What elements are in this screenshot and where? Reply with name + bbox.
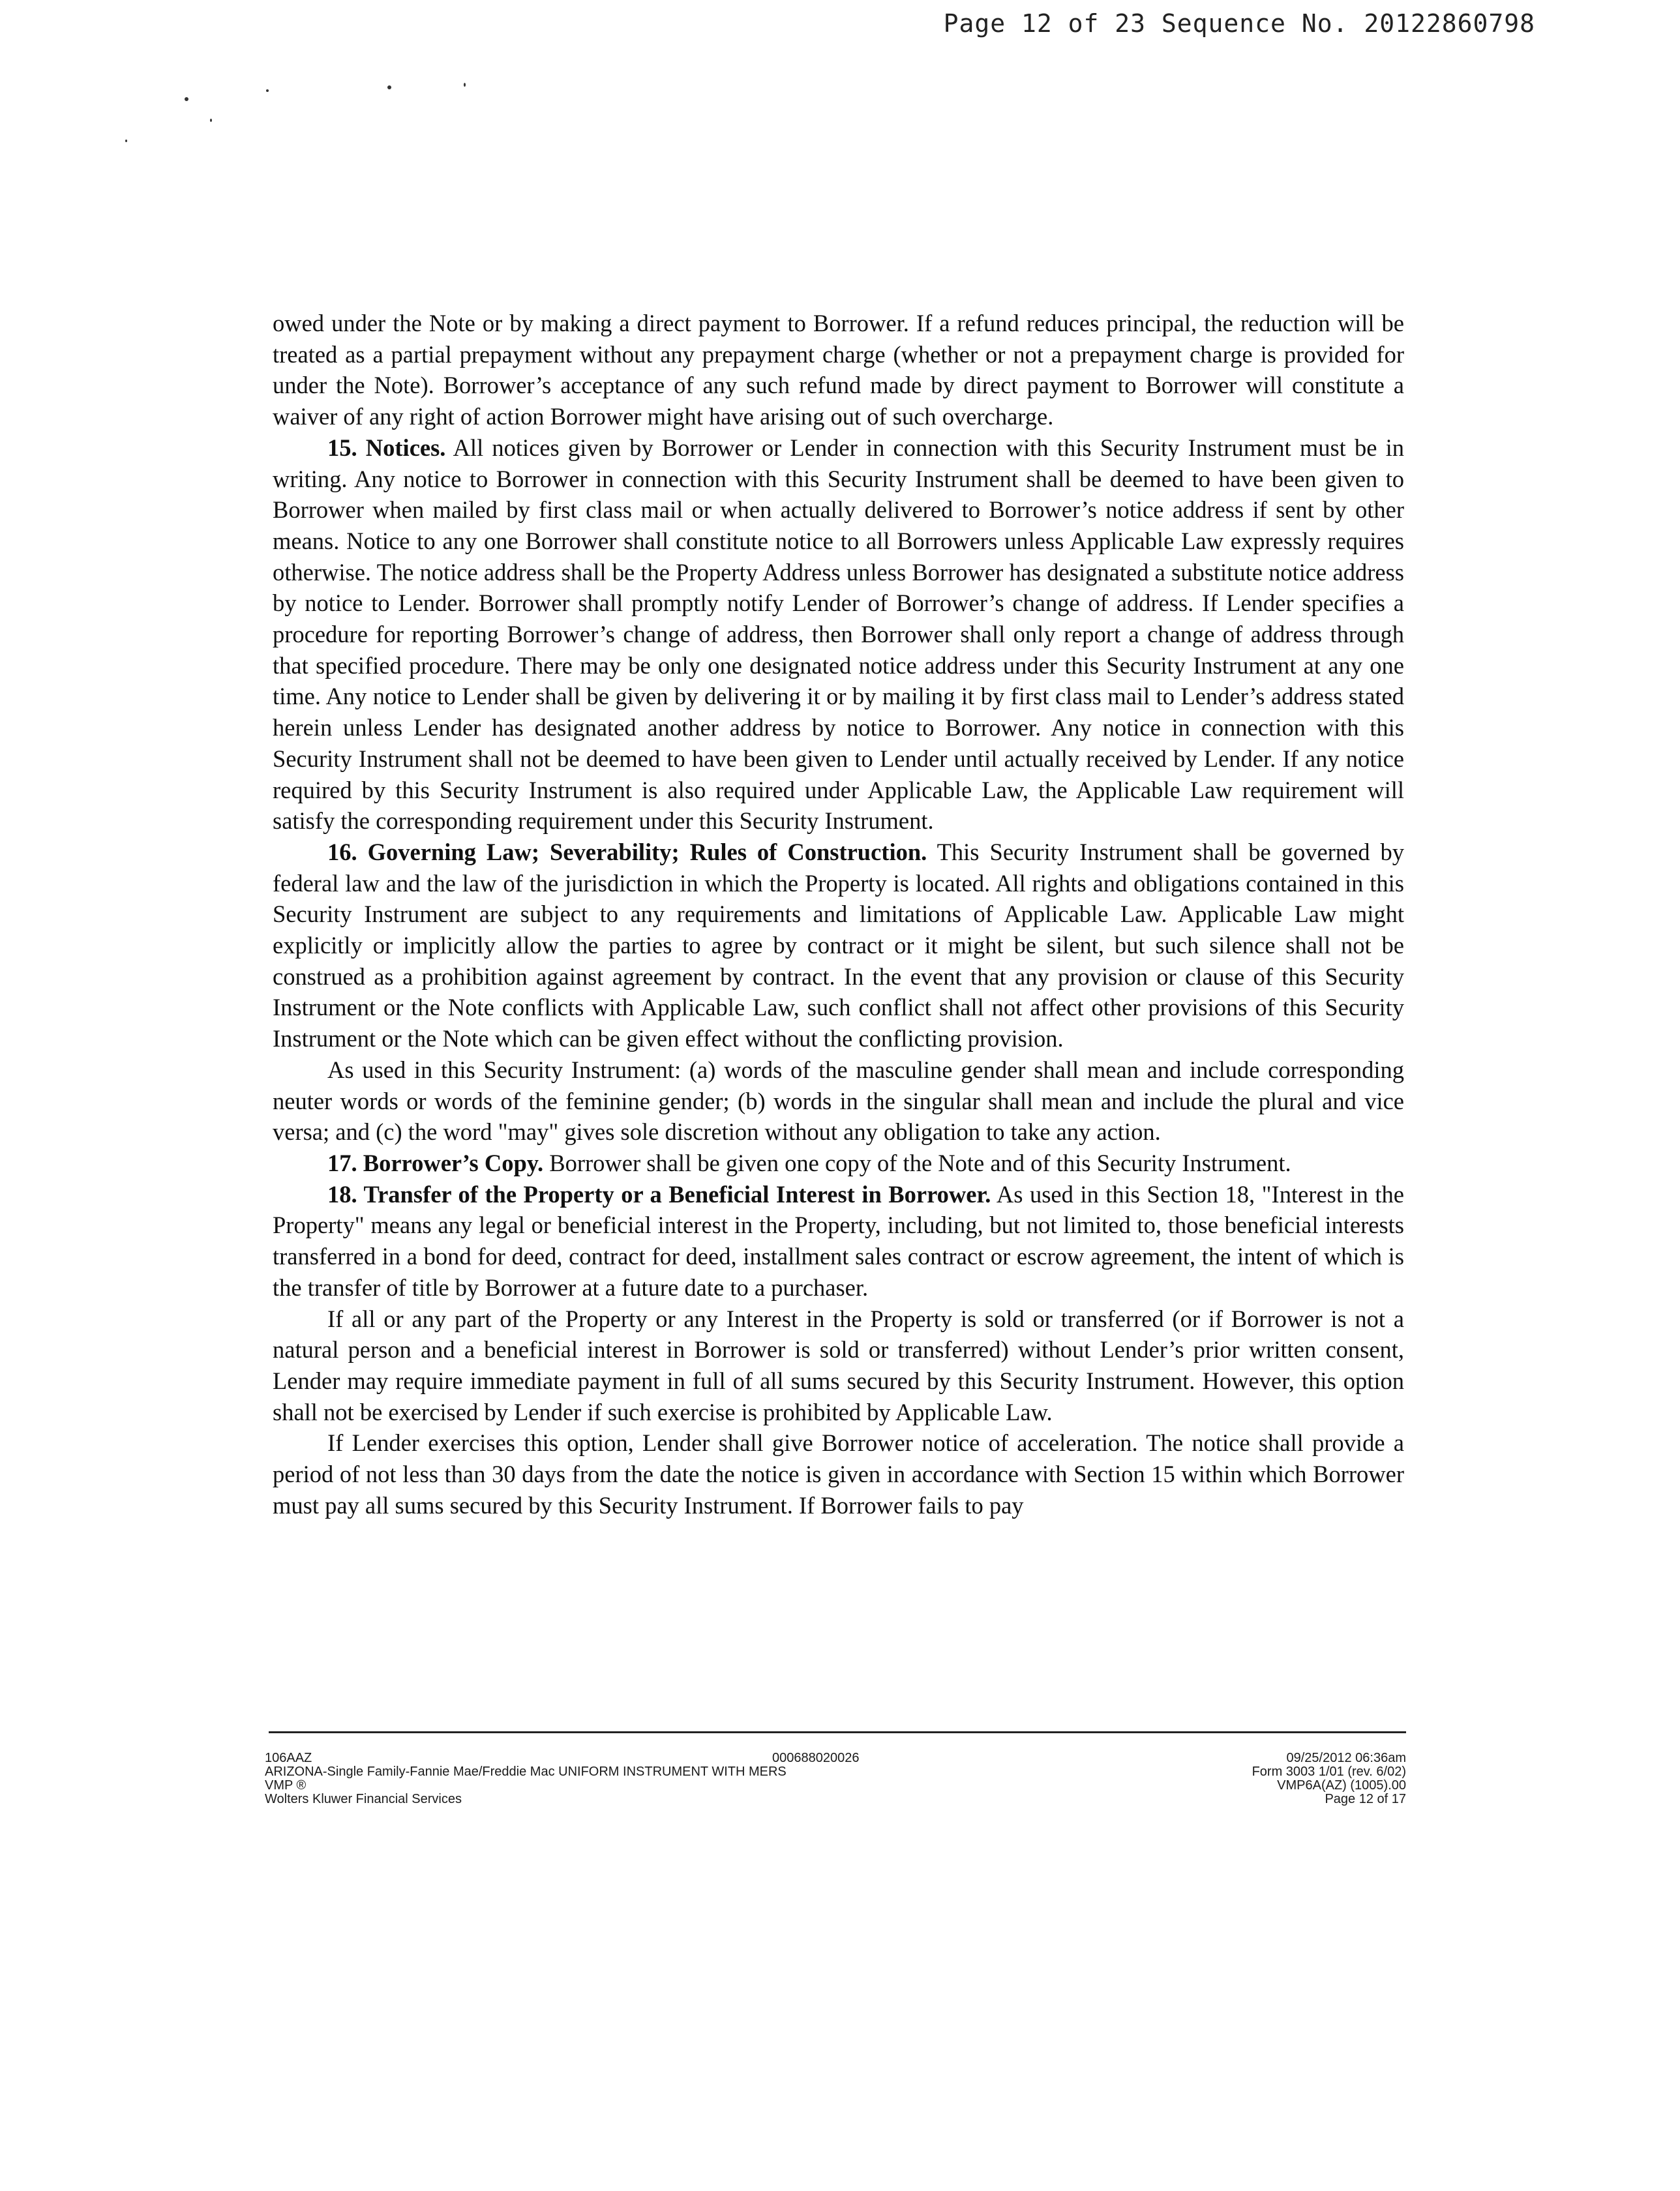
section-15-notices [273,432,1404,837]
document-body [273,308,1404,1521]
section-17-heading: 17. Borrower’s Copy. [327,1149,544,1176]
footer-vmp-mark: VMP ® [265,1778,307,1793]
scan-speck [210,119,212,122]
scan-speck [185,97,188,101]
footer-form-number: Form 3003 1/01 (rev. 6/02) [1252,1765,1406,1779]
section-15-heading: 15. Notices. [327,434,446,461]
scan-speck [387,85,391,89]
footer-timestamp: 09/25/2012 06:36am [1286,1751,1406,1765]
section-18-consent-paragraph: If all or any part of the Property or any Interest in the Property is sold or transferred (or if Borrower is not a natural person and a beneficial interest in Borrower is sold or transferred) without Lender’s prior written consent, Lender may require immediate payment in full of all sums secured by this Security Instrument. However, this option shall not be exercised by Lender if such exercise is prohibited by Applicable Law. [273,1305,1404,1425]
section-18-heading: 18. Transfer of the Property or a Beneficial Interest in Borrower. [327,1180,991,1208]
section-16-governing-law [273,837,1404,1054]
section-17-text: Borrower shall be given one copy of the Note and of this Security Instrument. [543,1149,1291,1176]
footer-page-number: Page 12 of 17 [1325,1792,1406,1806]
footer-loan-number-text: 000688020026 [772,1751,860,1765]
section-17-borrowers-copy [273,1148,1404,1179]
footer-form-title: ARIZONA-Single Family-Fannie Mae/Freddie Mac UNIFORM INSTRUMENT WITH MERS [265,1765,787,1779]
paragraph-overcharge-continuation: owed under the Note or by making a direct payment to Borrower. If a refund reduces principal, the reduction will be treated as a partial prepayment without any prepayment charge (whether or not a prepayment charge is provided for under the Note). Borrower’s acceptance of any such refund made by direct payment to Borrower will constitute a waiver of any right of action Borrower might have arising out of such overcharge. [273,310,1404,430]
footer-publisher: Wolters Kluwer Financial Services [265,1792,462,1806]
section-18-text: As used in this Section 18, "Interest in the Property" means any legal or beneficial interest in the Property, including, but not limited to, those beneficial interests transferred in a bond for deed, contract for deed, installment sales contract or escrow agreement, the intent of which is the transfer of title by Borrower at a future date to a purchaser. [273,1180,1404,1301]
section-16-heading: 16. Governing Law; Severability; Rules of Construction. [327,838,927,865]
page-sequence-stamp: Page 12 of 23 Sequence No. 20122860798 [943,9,1535,38]
section-16-text: This Security Instrument shall be governed by federal law and the law of the jurisdiction in which the Property is located. All rights and obligations contained in this Security Instrument are subject to any requirements and limitations of Applicable Law. Applicable Law might explicitly or implicitly allow the parties to agree by contract or it might be silent, but such silence shall not be construed as a prohibition against agreement by contract. In the event that any provision or clause of this Security Instrument or the Note conflicts with Applicable Law, such conflict shall not affect other provisions of this Security Instrument or the Note which can be given effect without the conflicting provision. [273,838,1405,1052]
footer-form-info [265,1751,852,1806]
scan-speck [464,83,466,87]
section-18-transfer [273,1179,1404,1304]
section-15-text: All notices given by Borrower or Lender in connection with this Security Instrument must be in writing. Any notice to Borrower in connection with this Security Instrument shall be deemed to have been given to Borrower when mailed by first class mail or when actually delivered to Borrower’s notice address if sent by other means. Notice to any one Borrower shall constitute notice to all Borrowers unless Applicable Law expressly requires otherwise. The notice address shall be the Property Address unless Borrower has designated a substitute notice address by notice to Lender. Borrower shall promptly notify Lender of Borrower’s change of address. If Lender specifies a procedure for reporting Borrower’s change of address, then Borrower shall only report a change of address through that specified procedure. There may be only one designated notice address under this Security Instrument at any one time. Any notice to Lender shall be given by delivering it or by mailing it by first class mail to Lender’s address stated herein unless Lender has designated another address by notice to Borrower. Any notice in connection with this Security Instrument shall not be deemed to have been given to Lender until actually received by Lender. If any notice required by this Security Instrument is also required under Applicable Law, the Applicable Law requirement will satisfy the corresponding requirement under this Security Instrument. [273,434,1404,835]
footer-loan-number [772,1751,968,1765]
section-18-acceleration-paragraph: If Lender exercises this option, Lender shall give Borrower notice of acceleration. The notice shall provide a period of not less than 30 days from the date the notice is given in accordance with Section 15 within which Borrower must pay all sums secured by this Security Instrument. If Borrower fails to pay [273,1429,1404,1519]
scan-speck [266,89,269,92]
footer-vmp-code: VMP6A(AZ) (1005).00 [1277,1778,1406,1793]
scan-speck [125,140,127,142]
footer-divider [269,1731,1406,1733]
footer-form-details [1080,1751,1406,1806]
section-16-construction-paragraph: As used in this Security Instrument: (a) words of the masculine gender shall mean and include corresponding neuter words or words of the feminine gender; (b) words in the singular shall mean and include the plural and vice versa; and (c) the word "may" gives sole discretion without any obligation to take any action. [273,1056,1404,1146]
footer-form-code: 106AAZ [265,1751,312,1765]
